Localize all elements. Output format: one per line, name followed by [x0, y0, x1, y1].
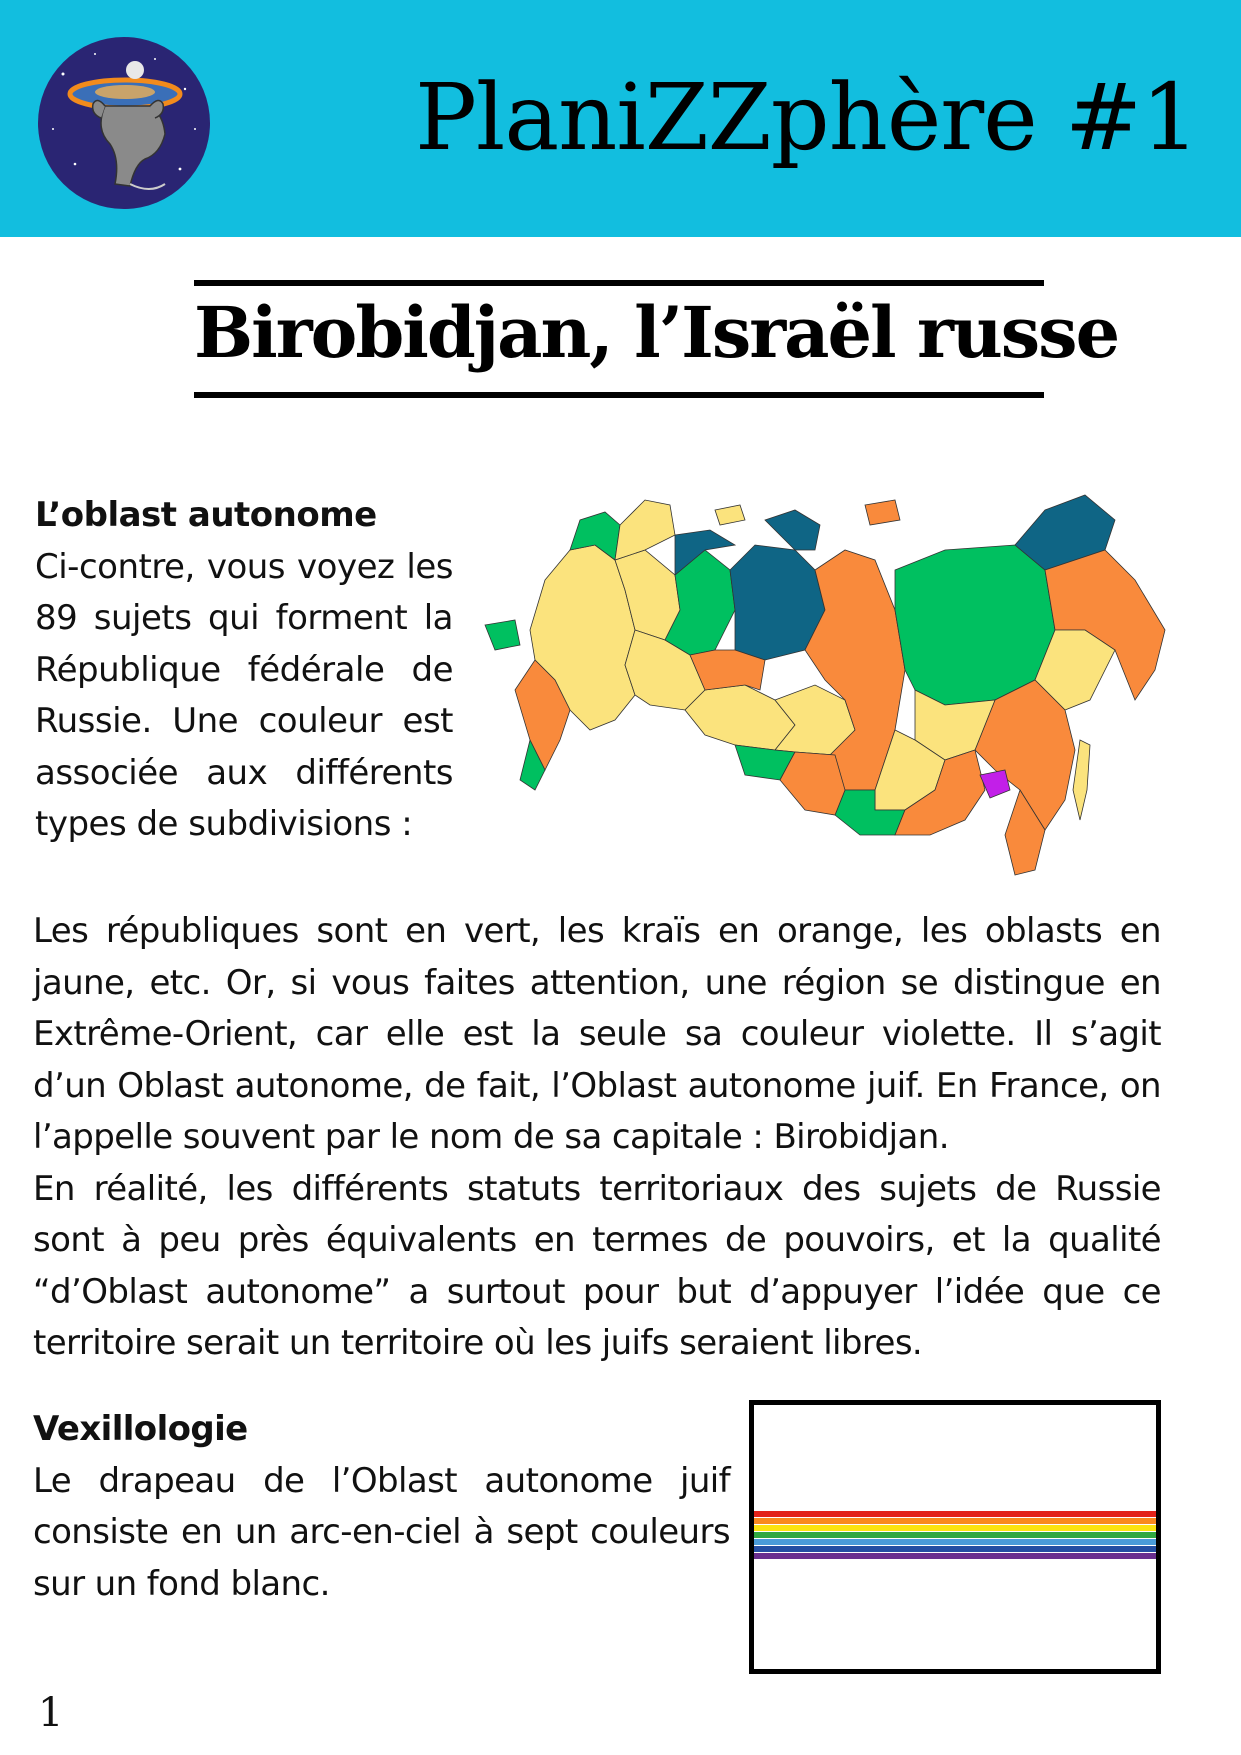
article-title: Birobidjan, l’Israël russe — [194, 291, 1119, 374]
section-oblast-body — [33, 906, 1161, 1370]
section-heading-oblast: L’oblast autonome — [35, 495, 377, 535]
section-heading-vexillology: Vexillologie — [33, 1409, 248, 1449]
flag-stripe-blue — [754, 1546, 1156, 1552]
jewish-oblast-flag-icon — [749, 1400, 1161, 1674]
section-oblast-body-p1: Les républiques sont en vert, les kraïs en orange, les oblasts en jaune, etc. Or, si vous faites attention, une région se distingue en Extrême-Orient, car elle est la seule sa couleur violette. Il s’agit d’un Oblast autonome, de fait, l’Oblast autonome juif. En France, on l’appelle souvent par le nom de sa capitale : Birobidjan. — [33, 911, 1161, 1157]
section-vexillology — [33, 1404, 730, 1610]
atlas-logo-icon — [35, 34, 213, 212]
page-number: 1 — [38, 1690, 64, 1736]
magazine-title: PlaniZZphère #1 — [415, 64, 1199, 171]
flag-stripe-red — [754, 1511, 1156, 1517]
section-oblast-intro — [35, 490, 453, 851]
article-title-block — [194, 280, 1119, 398]
section-oblast-intro-text: Ci-contre, vous voyez les 89 sujets qui forment la République fédérale de Russie. Une couleur est associée aux différents types de subdivisions : — [35, 546, 453, 844]
flag-stripe-green — [754, 1532, 1156, 1538]
flag-stripe-orange — [754, 1518, 1156, 1524]
header-banner — [0, 0, 1241, 237]
russia-map-icon — [475, 490, 1171, 880]
section-vexillology-text: Le drapeau de l’Oblast autonome juif consiste en un arc-en-ciel à sept couleurs sur un fond blanc. — [33, 1460, 730, 1604]
flag-stripe-lightblue — [754, 1539, 1156, 1545]
flag-stripe-yellow — [754, 1525, 1156, 1531]
flag-stripe-violet — [754, 1553, 1156, 1559]
section-oblast-body-p2: En réalité, les différents statuts territoriaux des sujets de Russie sont à peu près équivalents en termes de pouvoirs, et la qualité “d’Oblast autonome” a surtout pour but d’appuyer l’idée que ce territoire serait un territoire où les juifs seraient libres. — [33, 1168, 1161, 1363]
